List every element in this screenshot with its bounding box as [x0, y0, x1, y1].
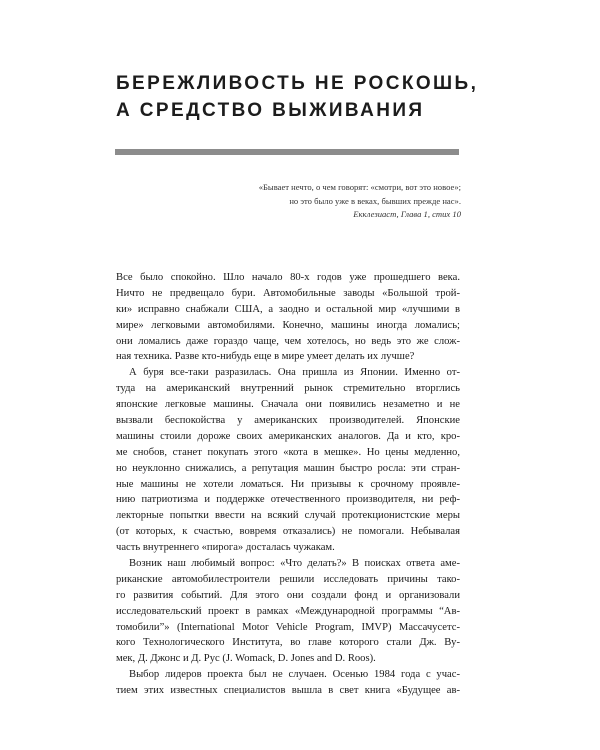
body-line: тием этих известных специалистов вышла в свет книга «Будущее ав-: [116, 685, 460, 697]
epigraph: [190, 181, 461, 222]
body-line: вызвали беспокойства у американских производителей. Японские: [116, 415, 460, 427]
body-line: лекторные попытки ввести на всякий случай протекционистские меры: [116, 510, 460, 522]
body-line: мек, Д. Джонс и Д. Рус (J. Womack, D. Jones and D. Roos).: [116, 653, 376, 665]
body-line: Возник наш любимый вопрос: «Что делать?» В поисках ответа аме-: [129, 558, 460, 570]
body-line: го развития событий. Для этого они создали фонд и организовали: [116, 589, 460, 601]
body-line: исследовательский проект в рамках «Международной программы “Ав-: [116, 605, 460, 617]
body-line: мире» легковыми автомобилями. Конечно, машины иногда ломались;: [116, 319, 460, 331]
chapter-divider-rule: [115, 149, 459, 155]
body-line: Выбор лидеров проекта был не случаен. Осенью 1984 года с учас-: [129, 669, 460, 681]
body-text: [116, 270, 460, 699]
body-line: томобили”» (International Motor Vehicle Program, IMVP) Массачусетс-: [116, 621, 460, 633]
epigraph-line-1: «Бывает нечто, о чем говорят: «смотри, вот это новое»;: [258, 182, 461, 192]
body-line: ме снобов, станет покупать этого «кота в мешке». Но цены медленно,: [116, 446, 460, 458]
chapter-title-line-1: БЕРЕЖЛИВОСТЬ НЕ РОСКОШЬ,: [116, 73, 479, 94]
body-line: нию патриотизма и поддержке отечественного производителя, ни реф-: [116, 494, 460, 506]
body-line: машины стоили дороже своих американских аналогов. Да и кто, кро-: [116, 430, 460, 442]
body-line: ки» исправно снабжали США, а заодно и остальной мир «лучшими в: [116, 303, 460, 315]
body-line: Ничто не предвещало бури. Автомобильные заводы «Большой трой-: [116, 287, 460, 299]
body-line: кого Технологического Института, во главе которого стали Дж. Ву-: [116, 637, 460, 649]
body-line: они ломались даже гораздо чаще, чем хотелось, но ведь это же слож-: [116, 335, 460, 347]
body-line: часть внутреннего «пирога» досталась чужакам.: [116, 542, 335, 554]
body-line: но неуклонно снижались, а репутация машин быстро росла: эти стран-: [116, 462, 460, 474]
body-line: Все было спокойно. Шло начало 80-х годов уже прошедшего века.: [116, 272, 460, 283]
epigraph-source: Екклезиаст, Глава 1, стих 10: [353, 209, 461, 219]
body-line: риканские автомобилестроители решили исследовать причины тако-: [116, 573, 460, 585]
body-line: ные машины не хотели ломаться. Ни призывы к срочному проявле-: [116, 478, 460, 490]
body-line: японские легковые машины. Сначала они появились незаметно и не: [116, 399, 460, 411]
chapter-title: [116, 70, 479, 124]
chapter-title-line-2: А СРЕДСТВО ВЫЖИВАНИЯ: [116, 100, 425, 121]
body-line: ная техника. Разве кто-нибудь еще в мире умеет делать их лучше?: [116, 351, 415, 363]
body-line: А буря все-таки разразилась. Она пришла из Японии. Именно от-: [129, 367, 460, 379]
body-line: (от которых, к счастью, вовремя отказались) не помогали. Небывалая: [116, 526, 460, 538]
epigraph-line-2: но это было уже в веках, бывших прежде нас».: [289, 195, 461, 206]
body-line: туда на американский внутренний рынок стремительно вторглись: [116, 383, 460, 395]
